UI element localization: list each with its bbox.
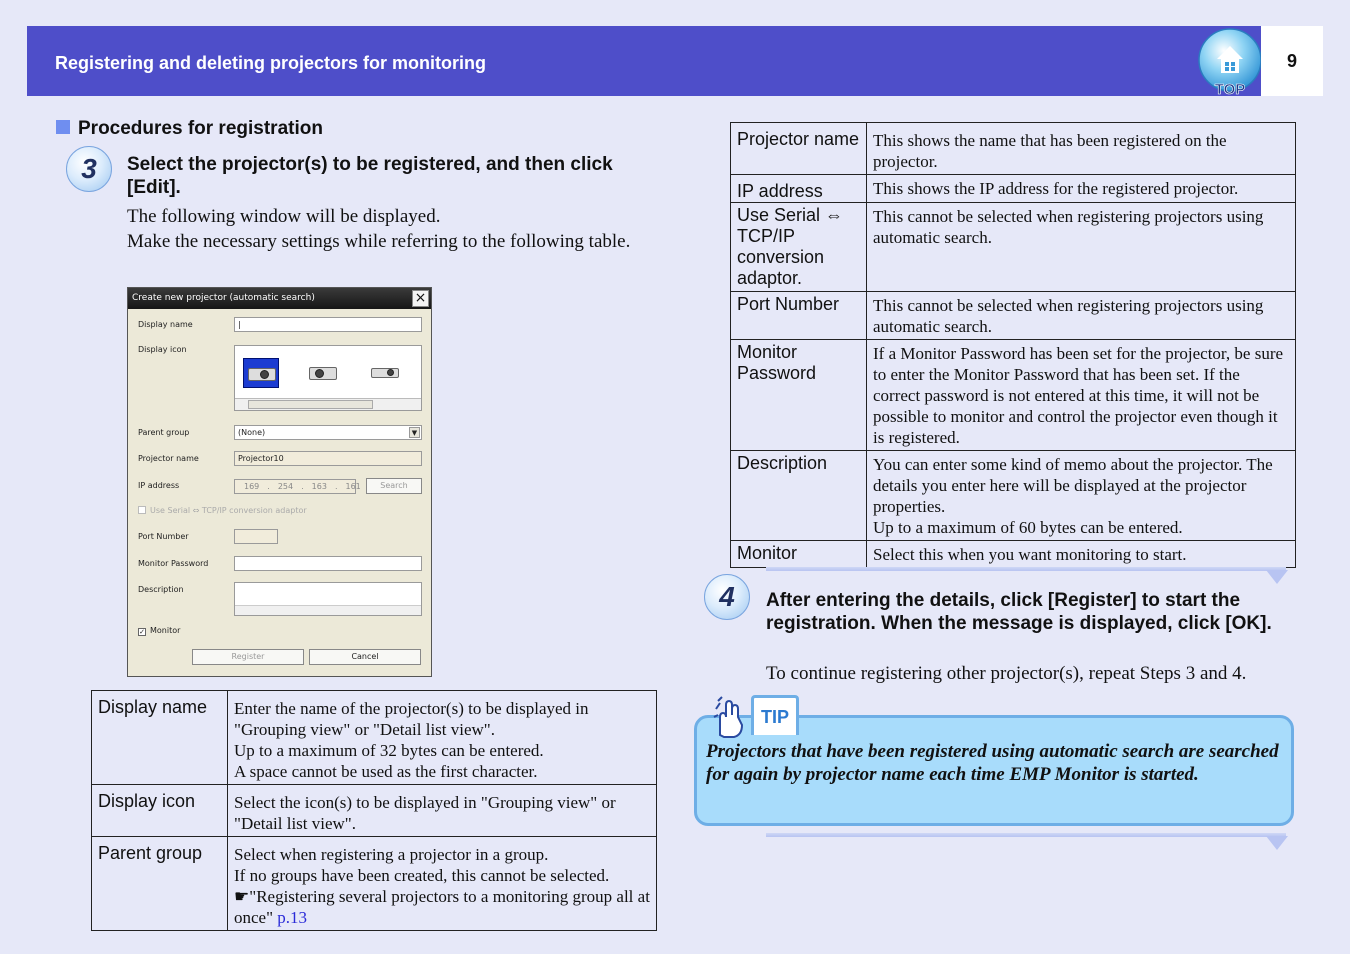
checkbox-icon <box>138 506 146 514</box>
step-3-text-1: The following window will be displayed. <box>127 206 441 227</box>
ip-address-field[interactable]: 169 . 254 . 163 . 161 <box>234 479 356 494</box>
projector-icon-3[interactable] <box>367 358 403 388</box>
step-3-text-2: Make the necessary settings while referring to the following table. <box>127 231 631 252</box>
serial-adaptor-checkbox[interactable]: Use Serial ⇔ TCP/IP conversion adaptor <box>138 506 307 515</box>
checkmark-icon: ✓ <box>139 628 145 636</box>
row-label: Monitor <box>731 541 867 568</box>
settings-table-left <box>91 690 657 931</box>
row-description: This cannot be selected when registering projectors using automatic search. <box>867 203 1296 292</box>
description-textarea[interactable] <box>234 582 422 616</box>
row-label: Use Serial ⇔ TCP/IP conversion adaptor. <box>731 203 867 292</box>
register-button[interactable]: Register <box>192 649 304 665</box>
row-description: Enter the name of the projector(s) to be displayed in "Grouping view" or "Detail list view". Up to a maximum of 32 bytes can be entered. A space cannot be used as the first character. <box>228 691 657 785</box>
section-title: Procedures for registration <box>78 118 323 139</box>
row-label: Monitor Password <box>731 340 867 451</box>
step-4-text: To continue registering other projector(s), repeat Steps 3 and 4. <box>766 663 1247 684</box>
display-icon-list[interactable] <box>234 345 422 411</box>
row-description: Select this when you want monitoring to start. <box>867 541 1296 568</box>
label-projector-name: Projector name <box>138 454 199 463</box>
parent-group-select[interactable] <box>234 425 422 440</box>
step-4-badge: 4 <box>704 574 750 620</box>
label-ip-address: IP address <box>138 481 180 490</box>
projector-icon-2[interactable] <box>305 358 341 388</box>
settings-table-right <box>730 122 1296 568</box>
row-label: Description <box>731 451 867 541</box>
row-label: Display icon <box>92 785 228 837</box>
page-link[interactable]: p.13 <box>277 908 308 927</box>
hand-icon <box>712 695 750 739</box>
dialog-title: Create new projector (automatic search) <box>128 288 431 309</box>
icon-list-scrollbar[interactable] <box>235 398 421 410</box>
divider-arrow-icon <box>1266 836 1288 850</box>
table-row <box>731 203 1296 292</box>
top-home-icon[interactable] <box>1197 26 1263 96</box>
create-projector-dialog <box>127 287 432 677</box>
monitor-password-input[interactable] <box>234 556 422 571</box>
header-title: Registering and deleting projectors for monitoring <box>55 53 487 73</box>
label-display-icon: Display icon <box>138 345 187 354</box>
top-label: TOP <box>1214 81 1246 96</box>
table-row <box>731 340 1296 451</box>
table-row <box>731 175 1296 203</box>
projector-icon-1[interactable] <box>243 358 279 388</box>
row-label: IP address <box>731 175 867 203</box>
tip-label: TIP <box>751 695 799 735</box>
row-description: Select the icon(s) to be displayed in "Grouping view" or "Detail list view". <box>228 785 657 837</box>
label-display-name: Display name <box>138 320 193 329</box>
display-name-input[interactable]: | <box>234 317 422 332</box>
pointer-hand-icon: ☛ <box>234 887 250 906</box>
chevron-down-icon[interactable]: ▼ <box>409 427 420 438</box>
row-label: Parent group <box>92 837 228 931</box>
tip-text: Projectors that have been registered using automatic search are searched for again by projector name each time EMP Monitor is started. <box>706 741 1279 785</box>
step-4-title: After entering the details, click [Register] to start the registration. When the message is displayed, click [OK]. <box>766 590 1272 634</box>
monitor-checkbox[interactable]: ✓ Monitor <box>139 626 181 636</box>
port-number-field[interactable] <box>234 529 278 544</box>
row-description: Select when registering a projector in a group. If no groups have been created, this cannot be selected. ☛"Registering several projectors to a monitoring group all at once" p.13 <box>228 837 657 931</box>
section-heading <box>56 118 323 140</box>
search-button[interactable]: Search <box>366 478 422 494</box>
label-port-number: Port Number <box>138 532 189 541</box>
description-scrollbar[interactable] <box>235 605 421 615</box>
table-row <box>731 123 1296 175</box>
label-description: Description <box>138 585 184 594</box>
table-row <box>731 451 1296 541</box>
divider-arrow-icon <box>1266 570 1288 584</box>
parent-group-value: (None) <box>238 428 266 437</box>
page-number: 9 <box>1286 51 1297 71</box>
label-parent-group: Parent group <box>138 428 190 437</box>
row-description: This shows the IP address for the registered projector. <box>867 175 1296 203</box>
divider-rule-bottom <box>766 833 1286 837</box>
table-row <box>92 691 657 785</box>
row-description: This shows the name that has been registered on the projector. <box>867 123 1296 175</box>
row-description: You can enter some kind of memo about the projector. The details you enter here will be displayed at the projector properties. Up to a maximum of 60 bytes can be entered. <box>867 451 1296 541</box>
projector-name-field[interactable]: Projector10 <box>234 451 422 466</box>
step-3-badge: 3 <box>66 146 112 192</box>
label-monitor-password: Monitor Password <box>138 559 209 568</box>
table-row <box>731 541 1296 568</box>
row-description: This cannot be selected when registering projectors using automatic search. <box>867 292 1296 340</box>
page-number-box <box>1261 26 1323 96</box>
table-row <box>92 837 657 931</box>
row-description: If a Monitor Password has been set for the projector, be sure to enter the Monitor Password that has been set. If the correct password is not entered at this time, it will not be possible to monitor and control the projector even though it is registered. <box>867 340 1296 451</box>
page-header <box>27 26 1323 96</box>
table-row <box>731 292 1296 340</box>
section-bullet-icon <box>56 120 70 134</box>
cancel-button[interactable]: Cancel <box>309 649 421 665</box>
close-icon[interactable]: × <box>412 290 429 307</box>
row-label: Display name <box>92 691 228 785</box>
table-row <box>92 785 657 837</box>
divider-rule <box>766 567 1286 571</box>
row-label: Port Number <box>731 292 867 340</box>
step-3-title: Select the projector(s) to be registered, and then click [Edit]. <box>127 154 613 198</box>
row-label: Projector name <box>731 123 867 175</box>
